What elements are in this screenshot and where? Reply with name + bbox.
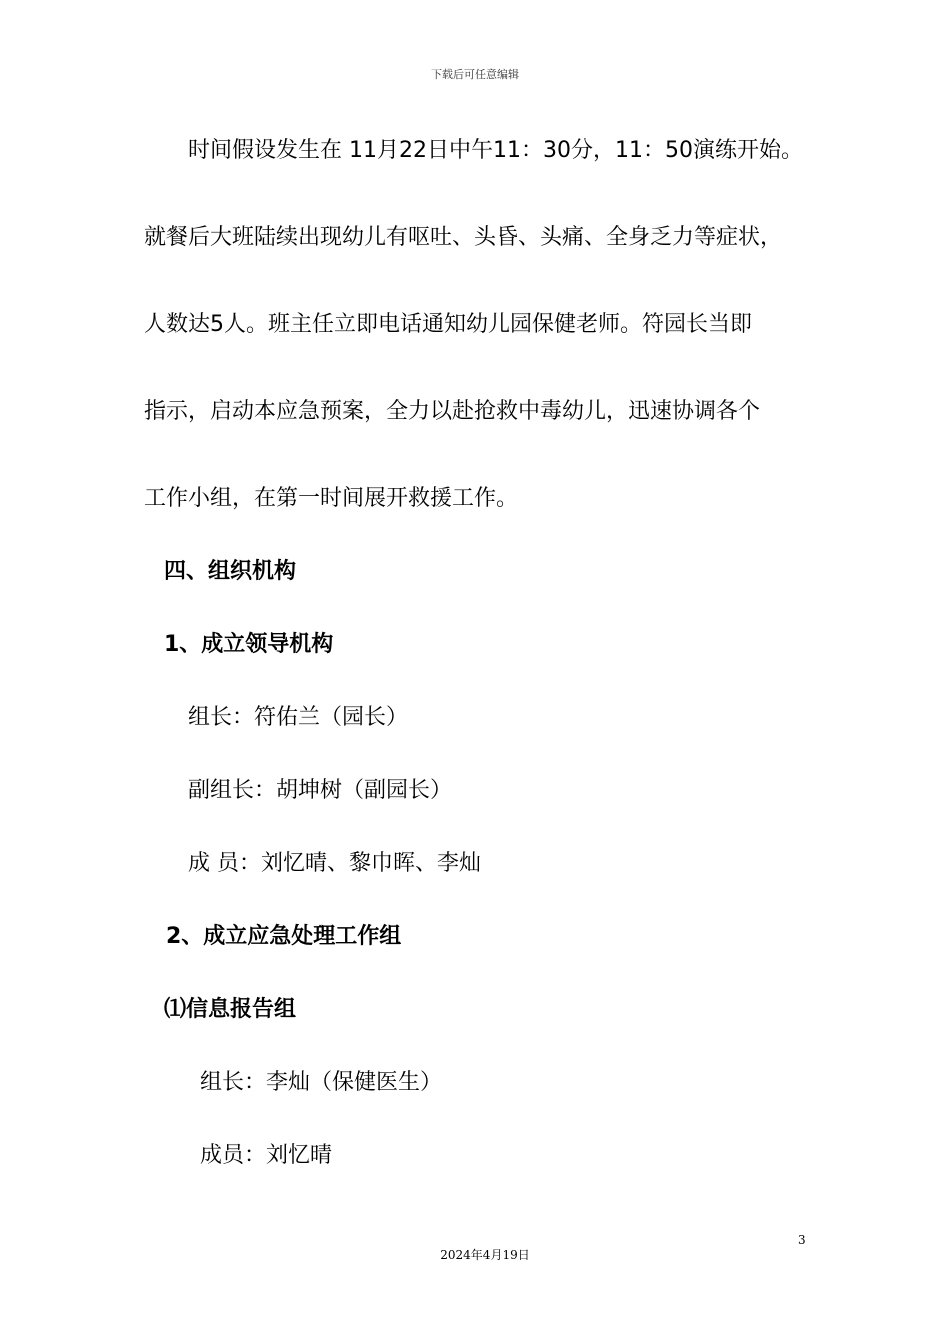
subheading-emergency-groups: 2、成立应急处理工作组 — [166, 924, 402, 949]
deputy-leader-line: 副组长：胡坤树（副园长） — [188, 778, 453, 803]
group-leader-line: 组长：李灿（保健医生） — [200, 1070, 443, 1095]
paragraph-line-5: 工作小组，在第一时间展开救援工作。 — [144, 486, 519, 511]
group-member-line: 成员：刘忆晴 — [200, 1143, 333, 1168]
paragraph-line-2: 就餐后大班陆续出现幼儿有呕吐、头昏、头痛、全身乏力等症状， — [144, 225, 783, 250]
page-footer-date: 2024年4月19日 — [440, 1248, 530, 1262]
subheading-leadership: 1、成立领导机构 — [164, 632, 334, 657]
paragraph-line-1: 时间假设发生在 11月22日中午11：30分，11：50演练开始。 — [188, 138, 803, 163]
subheading-info-report-group: ⑴信息报告组 — [164, 997, 297, 1022]
page-header: 下载后可任意编辑 — [431, 68, 519, 81]
leader-line: 组长：符佑兰（园长） — [188, 705, 409, 730]
members-line: 成 员：刘忆晴、黎巾晖、李灿 — [188, 851, 481, 876]
page-number: 3 — [798, 1233, 806, 1247]
paragraph-line-4: 指示，启动本应急预案，全力以赴抢救中毒幼儿，迅速协调各个 — [144, 399, 761, 424]
paragraph-line-3: 人数达5人。班主任立即电话通知幼儿园保健老师。符园长当即 — [144, 312, 752, 337]
section-heading-organization: 四、组织机构 — [164, 559, 297, 584]
